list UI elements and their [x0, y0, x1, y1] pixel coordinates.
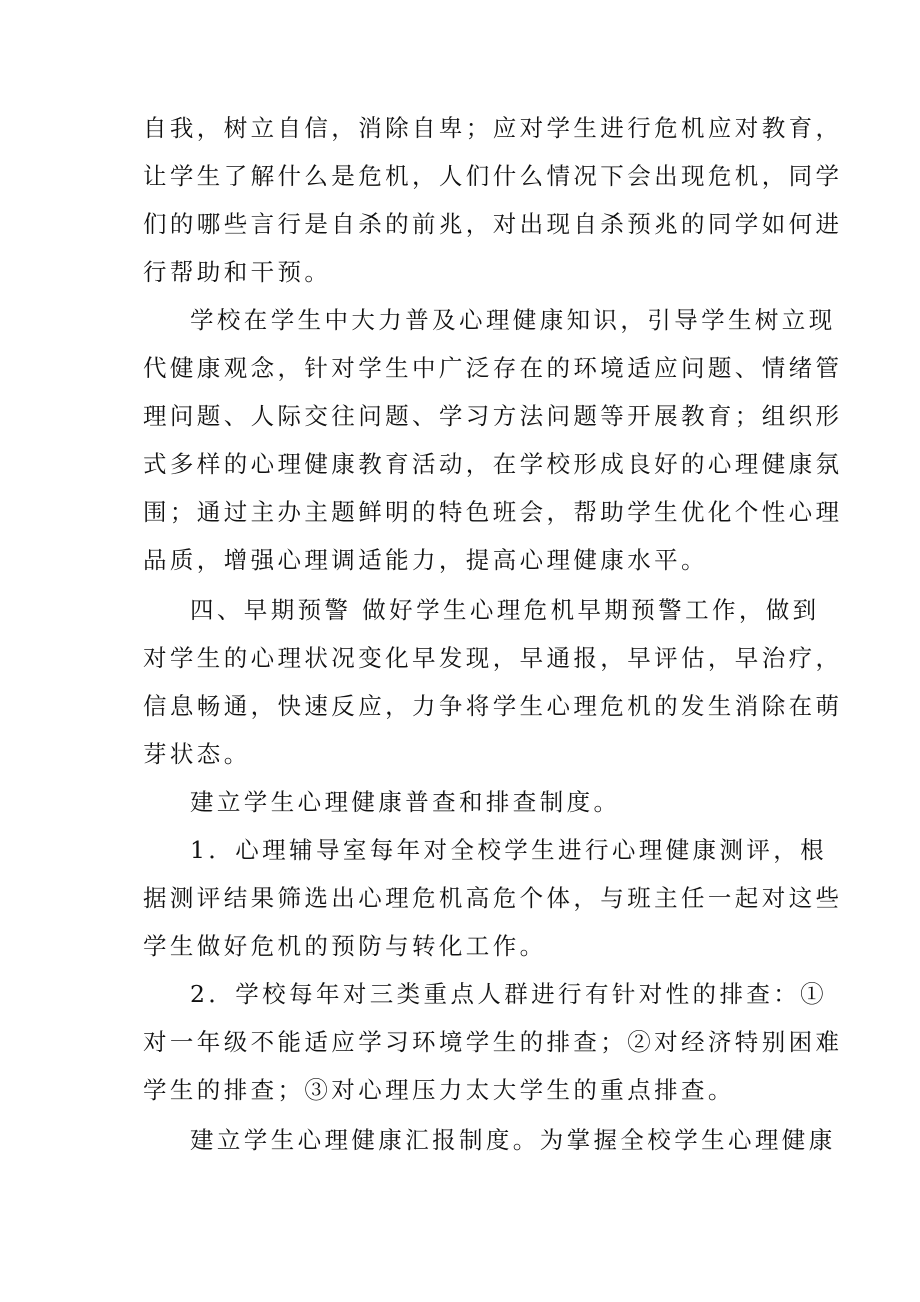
- text-line-2: 让学生了解什么是危机，人们什么情况下会出现危机，同学: [143, 162, 843, 190]
- text-line-3: 们的哪些言行是自杀的前兆，对出现自杀预兆的同学如何进: [143, 210, 843, 238]
- paragraph-4-line-1: 建立学生心理健康普查和排查制度。: [190, 788, 621, 816]
- paragraph-2-line-4: 式多样的心理健康教育活动，在学校形成良好的心理健康氛: [143, 450, 843, 478]
- text-line-4: 行帮助和干预。: [143, 258, 332, 286]
- paragraph-3-line-3: 信息畅通，快速反应，力争将学生心理危机的发生消除在萌: [143, 692, 843, 720]
- paragraph-3-line-4: 芽状态。: [143, 740, 251, 768]
- paragraph-2-line-5: 围；通过主办主题鲜明的特色班会，帮助学生优化个性心理: [143, 498, 843, 526]
- paragraph-5-line-3: 学生做好危机的预防与转化工作。: [143, 932, 547, 960]
- paragraph-7-line-1: 建立学生心理健康汇报制度。为掌握全校学生心理健康: [190, 1126, 836, 1154]
- paragraph-3-line-1: 四、早期预警 做好学生心理危机早期预警工作，做到: [190, 596, 820, 624]
- paragraph-6-line-2: 对一年级不能适应学习环境学生的排查；②对经济特别困难: [143, 1028, 843, 1056]
- paragraph-2-line-1: 学校在学生中大力普及心理健康知识，引导学生树立现: [190, 306, 836, 334]
- paragraph-5-line-1: 1．心理辅导室每年对全校学生进行心理健康测评，根: [190, 836, 828, 864]
- paragraph-5-line-2: 据测评结果筛选出心理危机高危个体，与班主任一起对这些: [143, 884, 843, 912]
- paragraph-6-line-3: 学生的排查；③对心理压力太大学生的重点排查。: [143, 1076, 735, 1104]
- paragraph-2-line-6: 品质，增强心理调适能力，提高心理健康水平。: [143, 546, 708, 574]
- paragraph-2-line-3: 理问题、人际交往问题、学习方法问题等开展教育；组织形: [143, 402, 843, 430]
- text-line-1: 自我，树立自信，消除自卑；应对学生进行危机应对教育，: [143, 114, 843, 142]
- paragraph-3-line-2: 对学生的心理状况变化早发现，早通报，早评估，早治疗，: [143, 644, 843, 672]
- paragraph-6-line-1: 2．学校每年对三类重点人群进行有针对性的排查：①: [190, 980, 828, 1008]
- paragraph-2-line-2: 代健康观念，针对学生中广泛存在的环境适应问题、情绪管: [143, 354, 843, 382]
